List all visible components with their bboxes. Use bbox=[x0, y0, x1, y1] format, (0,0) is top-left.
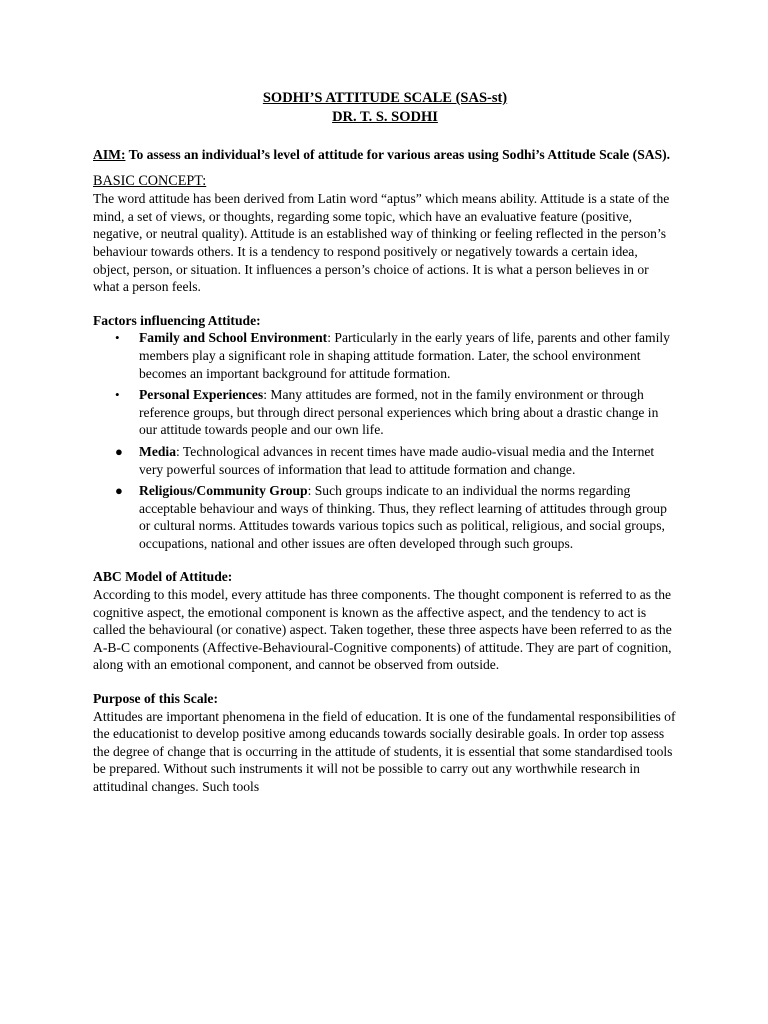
title-line-2: DR. T. S. SODHI bbox=[332, 109, 438, 125]
purpose-heading: Purpose of this Scale: bbox=[93, 691, 218, 707]
list-item bbox=[93, 329, 677, 382]
factor-term: Media bbox=[139, 443, 176, 459]
factors-heading: Factors influencing Attitude: bbox=[93, 312, 261, 328]
factors-section bbox=[93, 312, 677, 553]
purpose-section bbox=[93, 690, 677, 796]
factor-term: Family and School Environment bbox=[139, 330, 328, 346]
factors-list bbox=[93, 329, 677, 552]
aim-text: To assess an individual’s level of attitude for various areas using Sodhi’s Attitude Scale (SAS). bbox=[125, 147, 671, 162]
title-line-1: SODHI’S ATTITUDE SCALE (SAS-st) bbox=[262, 90, 508, 106]
aim-label: AIM: bbox=[93, 147, 126, 162]
list-item bbox=[93, 482, 677, 552]
document-page bbox=[93, 89, 677, 796]
factor-text: : Many attitudes are formed, not in the family environment or through reference groups, but through direct personal experiences which bring about a drastic change in our attitude towards people and our own life. bbox=[139, 387, 659, 438]
factor-text: : Technological advances in recent times have made audio-visual media and the Internet very powerful sources of information that lead to attitude formation and change. bbox=[139, 443, 655, 477]
abc-model-heading: ABC Model of Attitude: bbox=[93, 569, 233, 585]
bullet-icon: ● bbox=[115, 443, 123, 459]
list-item bbox=[93, 386, 677, 439]
bullet-icon: • bbox=[115, 387, 120, 403]
factor-text: : Such groups indicate to an individual the norms regarding acceptable behaviour and ways of thinking. Thus, they reflect learning of attitudes through group or cultural norms. Attitudes towards various topics such as political, religious, and social groups, occupations, national and other issues are often developed through such groups. bbox=[139, 483, 667, 551]
purpose-text: Attitudes are important phenomena in the field of education. It is one of the fundamental responsibilities of the educationist to develop positive among educands towards socially desirable goals. In order top assess the degree of change that is occurring in the attitude of students, it is essential that some standardised tools be prepared. Without such instruments it will not be possible to carry out any worthwhile research in attitudinal changes. Such tools bbox=[93, 708, 676, 794]
abc-model-section bbox=[93, 568, 677, 674]
factor-term: Personal Experiences bbox=[139, 387, 264, 403]
list-item bbox=[93, 443, 677, 478]
basic-concept-heading: BASIC CONCEPT: bbox=[93, 172, 207, 189]
abc-model-text: According to this model, every attitude has three components. The thought component is referred to as the cognitive aspect, the emotional component is known as the affective aspect, and the tendency to act is called the behavioural (or conative) aspect. Taken together, these three aspects have been referred to as the A-B-C components (Affective-Behavioural-Cognitive components) of attitude. They are part of cognition, along with an emotional component, and cannot be observed from outside. bbox=[93, 587, 672, 673]
basic-concept-text: The word attitude has been derived from Latin word “aptus” which means ability. Attitude is a state of the mind, a set of views, or thoughts, regarding some topic, which have an evaluative feature (positive, negative, or neutral quality). Attitude is an established way of thinking or feeling reflected in the person’s behaviour towards others. It is a tendency to respond positively or negatively towards a certain idea, object, person, or situation. It influences a person’s choice of actions. It is what a person believes in or what a person feels. bbox=[93, 191, 670, 295]
factor-term: Religious/Community Group bbox=[139, 483, 308, 499]
bullet-icon: ● bbox=[115, 483, 123, 499]
document-title bbox=[93, 89, 677, 127]
factor-text: : Particularly in the early years of life, parents and other family members play a significant role in shaping attitude formation. Later, the school environment becomes an important background for attitude formation. bbox=[139, 330, 670, 381]
bullet-icon: • bbox=[115, 330, 120, 346]
aim-statement bbox=[93, 146, 677, 164]
